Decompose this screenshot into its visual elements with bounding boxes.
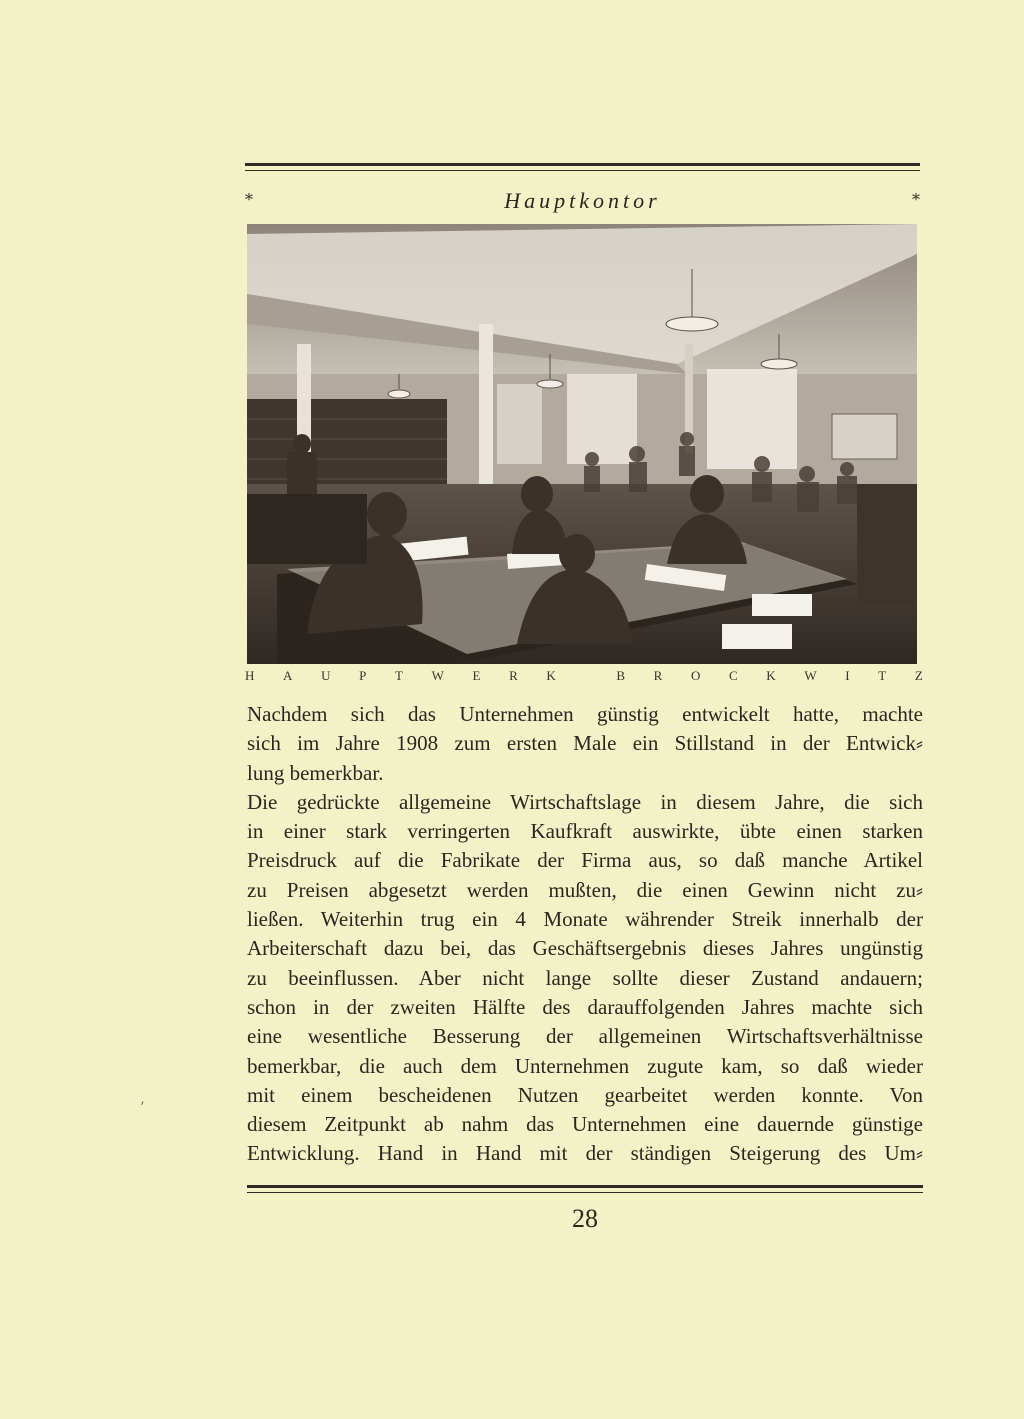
body-line: schon in der zweiten Hälfte des darauffolgenden Jahres machte sich <box>247 994 923 1019</box>
office-photograph <box>247 224 917 664</box>
caption-letter: C <box>728 668 738 683</box>
caption-space <box>584 668 587 686</box>
body-line: diesem Zeitpunkt ab nahm das Unternehmen eine dauernde günstige <box>247 1112 923 1137</box>
running-title: Hauptkontor <box>504 188 661 213</box>
body-line: sich im Jahre 1908 zum ersten Male ein Stillstand in der Entwick⸗ <box>247 731 923 756</box>
body-line: zu beeinflussen. Aber nicht lange sollte dieser Zustand andauern; <box>247 965 923 990</box>
caption-letter: K <box>546 668 556 683</box>
body-line: mit einem bescheidenen Nutzen gearbeitet werden konnte. Von <box>247 1082 923 1107</box>
running-header <box>245 188 920 218</box>
body-line: lung bemerkbar. <box>247 760 384 785</box>
caption-letter: Z <box>914 668 923 683</box>
body-line: Die gedrückte allgemeine Wirtschaftslage in diesem Jahre, die sich <box>247 789 923 814</box>
caption-letter: W <box>431 668 444 683</box>
caption-letter: P <box>359 668 367 683</box>
caption-letter: E <box>472 668 481 683</box>
office-photo-illustration <box>247 224 917 664</box>
caption-letter: A <box>283 668 293 683</box>
body-line: bemerkbar, die auch dem Unternehmen zugute kam, so daß wieder <box>247 1053 923 1078</box>
page-number: 28 <box>572 1204 598 1233</box>
caption-letter: U <box>321 668 331 683</box>
margin-mark: ’ <box>140 1100 145 1116</box>
caption-letter: R <box>653 668 663 683</box>
photo-caption <box>245 668 923 686</box>
caption-letter: R <box>509 668 518 683</box>
caption-letter: T <box>394 668 403 683</box>
body-line: Preisdruck auf die Fabrikate der Firma aus, so daß manche Artikel <box>247 848 923 873</box>
top-double-rule <box>245 163 920 171</box>
asterisk-left-icon: * <box>245 190 253 209</box>
body-line: Nachdem sich das Unternehmen günstig entwickelt hatte, machte <box>247 702 923 726</box>
asterisk-right-icon: * <box>912 190 920 209</box>
caption-letter: B <box>616 668 625 683</box>
caption-letter: K <box>766 668 776 683</box>
body-line: eine wesentliche Besserung der allgemeinen Wirtschaftsverhältnisse <box>247 1024 923 1049</box>
caption-letter: O <box>690 668 701 683</box>
body-line: in einer stark verringerten Kaufkraft auswirkte, übte einen starken <box>247 819 923 844</box>
body-line: Arbeiterschaft dazu bei, das Geschäftsergebnis dieses Jahres ungünstig <box>247 936 923 961</box>
bottom-double-rule <box>247 1185 923 1193</box>
caption-letter: W <box>804 668 817 683</box>
body-text <box>247 700 923 1169</box>
caption-letter: I <box>845 668 850 683</box>
body-line: zu Preisen abgesetzt werden mußten, die einen Gewinn nicht zu⸗ <box>247 877 923 902</box>
body-line: ließen. Weiterhin trug ein 4 Monate währender Streik innerhalb der <box>247 907 923 932</box>
body-line: Entwicklung. Hand in Hand mit der ständigen Steigerung des Um⸗ <box>247 1141 923 1166</box>
caption-letter: H <box>245 668 255 683</box>
caption-letter: T <box>878 668 887 683</box>
